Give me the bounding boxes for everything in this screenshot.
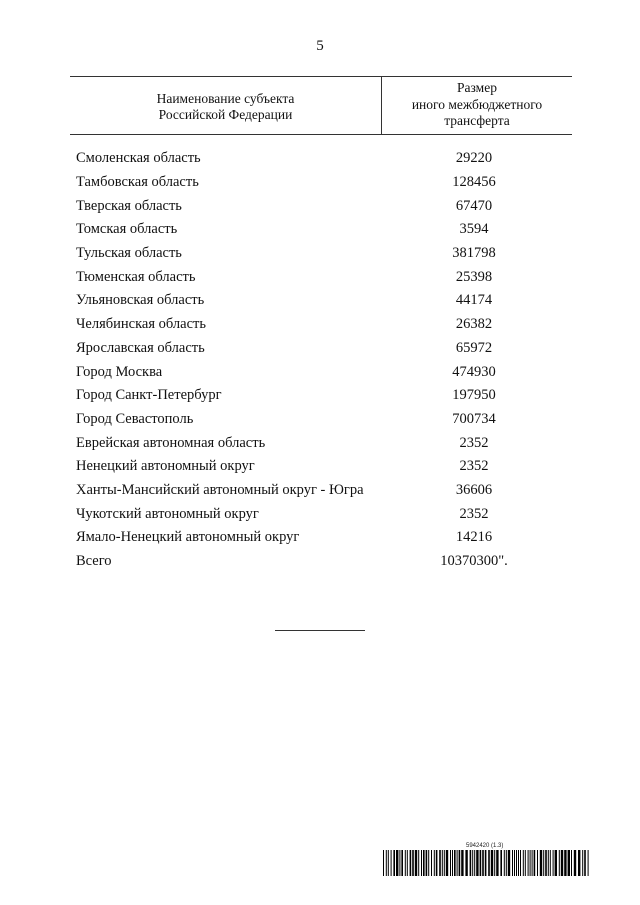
transfer-amount: 25398 [455,268,493,285]
barcode-bar [528,850,529,876]
barcode-bar [578,850,580,876]
table-row [76,289,572,313]
header-region-name [70,91,381,123]
barcode-bar [540,850,542,876]
transfer-amount: 14216 [455,529,493,546]
region-name: Ханты-Мансийский автономный округ - Югра [76,481,364,498]
barcode-bar [439,850,441,876]
transfer-amount: 65972 [455,339,493,356]
table-row-total [76,550,572,574]
region-name: Тверская область [76,197,182,214]
transfer-amount: 2352 [459,505,489,522]
barcode-bar [550,850,551,876]
barcode-bar [568,850,570,876]
barcode-bar [474,850,475,876]
barcode-bar [470,850,472,876]
barcode-bar [454,850,456,876]
barcode-bar [530,850,531,876]
table-row [76,526,572,550]
barcode-bar [516,850,517,876]
barcode-bar [508,850,510,876]
table-row [76,313,572,337]
total-amount: 10370300". [440,553,508,570]
table-row [76,455,572,479]
header-region-line: Российской Федерации [158,107,293,122]
table-row [76,147,572,171]
barcode-bar [426,850,428,876]
barcode-bar [523,850,524,876]
barcode-bar [482,850,484,876]
barcode-bar [514,850,515,876]
barcode-bar [520,850,521,876]
region-name: Ярославская область [76,339,205,356]
table-row [76,194,572,218]
barcode-bar [518,850,519,876]
barcode-bar [534,850,536,876]
header-amount-line: Размер [457,80,497,95]
transfer-amount: 474930 [452,363,496,380]
barcode-bar [485,850,487,876]
barcode-bar [391,850,392,876]
barcode-bar [410,850,412,876]
page-number: 5 [316,38,324,54]
transfer-amount: 36606 [455,481,493,498]
table-row [76,171,572,195]
barcode-bar [559,850,560,876]
barcode-bar [405,850,406,876]
barcode-bar [488,850,490,876]
barcode-bar [543,850,544,876]
table-row [76,337,572,361]
barcode-bar [500,850,502,876]
region-name: Город Санкт-Петербург [76,387,222,404]
table-row [76,218,572,242]
region-name: Еврейская автономная область [76,434,266,451]
header-transfer-amount [382,80,572,130]
table-row [76,479,572,503]
transfer-amount: 3594 [459,221,489,238]
barcode-bar [401,850,403,876]
barcode-bar [393,850,395,876]
region-name: Томская область [76,221,178,238]
barcode-bar [582,850,583,876]
barcode-bar [461,850,463,876]
transfer-amount: 26382 [455,316,493,333]
region-name: Город Севастополь [76,410,194,427]
barcode-bar [386,850,387,876]
transfer-amount: 2352 [459,458,489,475]
barcode-bar [525,850,526,876]
region-name: Чукотский автономный округ [76,505,259,522]
total-label: Всего [76,553,112,570]
barcode-bar [574,850,576,876]
barcode-bar [480,850,482,876]
transfer-amount: 67470 [455,197,493,214]
barcode-bar [452,850,453,876]
barcode-bar [571,850,572,876]
barcode-bar [423,850,425,876]
barcode-bar [494,850,495,876]
transfer-amount: 197950 [452,387,496,404]
region-name: Ненецкий автономный округ [76,458,255,475]
barcode-bar [436,850,438,876]
barcode-bar [476,850,478,876]
table-row [76,360,572,384]
barcode-bar [428,850,429,876]
transfer-amount: 44174 [455,292,493,309]
barcode-bar [532,850,533,876]
barcode-bar [512,850,513,876]
barcode-bar [491,850,493,876]
barcode-bar [553,850,554,876]
transfer-amount: 2352 [459,434,489,451]
barcode-bar [396,850,398,876]
table-header [70,76,572,135]
barcode-bar [418,850,419,876]
barcode-bar [399,850,400,876]
barcode-bar [412,850,414,876]
table-body [76,147,572,573]
barcode-bar [548,850,549,876]
closing-rule [275,630,365,631]
barcode-bar [446,850,448,876]
table-row [76,431,572,455]
barcode-bar [415,850,417,876]
table-row [76,408,572,432]
region-name: Ульяновская область [76,292,205,309]
region-name: Ямало-Ненецкий автономный округ [76,529,300,546]
barcode-bar [465,850,467,876]
header-amount-line: трансферта [444,113,510,128]
barcode-bar [564,850,566,876]
barcode [383,850,589,876]
barcode-bar [421,850,422,876]
barcode-bar [588,850,589,876]
header-region-line: Наименование субъекта [156,91,295,106]
transfer-amount: 700734 [452,410,496,427]
region-name: Тульская область [76,245,182,262]
region-name: Тюменская область [76,268,196,285]
table-row [76,502,572,526]
transfer-amount: 128456 [452,174,496,191]
region-name: Тамбовская область [76,174,199,191]
barcode-bar [496,850,498,876]
barcode-bar [555,850,557,876]
table-row [76,242,572,266]
barcode-bar [442,850,443,876]
barcode-bar [444,850,445,876]
table-row [76,384,572,408]
barcode-bar [561,850,563,876]
barcode-bar [584,850,586,876]
barcode-bar [504,850,505,876]
barcode-code: 5942420 (1.3) [466,843,504,849]
header-amount-line: иного межбюджетного [411,96,543,112]
barcode-bar [450,850,451,876]
barcode-bar [388,850,389,876]
barcode-bar [459,850,461,876]
barcode-bar [383,850,384,876]
barcode-bar [545,850,547,876]
region-name: Смоленская область [76,150,201,167]
barcode-bar [457,850,458,876]
transfer-amount: 381798 [452,245,496,262]
barcode-bar [472,850,473,876]
barcode-bar [434,850,435,876]
barcode-bar [431,850,432,876]
barcode-bar [506,850,507,876]
region-name: Город Москва [76,363,163,380]
barcode-bar [537,850,538,876]
table-row [76,265,572,289]
region-name: Челябинская область [76,316,206,333]
barcode-bar [407,850,408,876]
transfer-amount: 29220 [455,150,493,167]
